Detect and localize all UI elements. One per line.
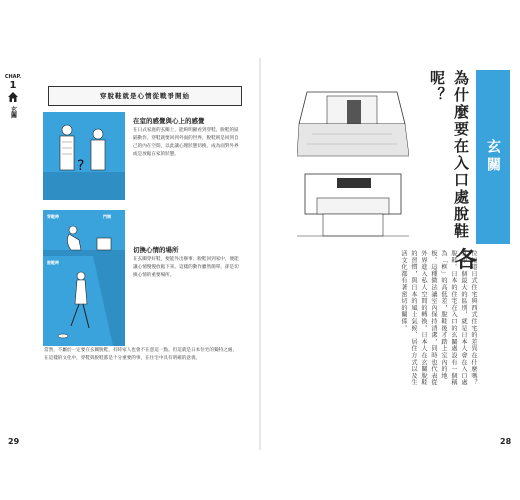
page-number-left: 29: [8, 437, 20, 446]
section1-body: 在日式家庭的玄關上，能夠明顯看到穿鞋、脫鞋的區隔動作。穿鞋就要回到外面的世界，脫鞋則是回到自己的內在空間，以此讓心理狀態切換，成為面對外界或是放鬆在家的狀態。: [133, 128, 239, 157]
section2-body: 在玄關穿好鞋，便能外出辦事；脫鞋回到家中，便能讓心情慢慢放鬆下來。這樣的動作雖然簡單，卻是切換心情的重要場所。: [133, 257, 239, 278]
drop-cap: 各: [455, 248, 478, 273]
chapter-marker: [4, 74, 22, 118]
bottom-note: 當然，不屬於一定要在玄關脫鞋，有時家人也會不在意這一點。但這就是日本住宅的獨特之處，在這樣的文化中，穿鞋與脫鞋都是十分重要的事，在住宅中具有明確的意義。: [44, 348, 237, 361]
tag-wear: 穿鞋時: [47, 214, 59, 219]
chapter-label: CHAP.: [4, 74, 22, 80]
page-gutter: [259, 58, 261, 450]
chapter-tab: 玄關: [476, 70, 510, 244]
chapter-number: 1: [9, 80, 17, 91]
chapter-title: 玄關: [9, 106, 17, 118]
section1-title: 在室的感覺與心上的感覺: [133, 117, 205, 125]
tag-door1: 門開: [103, 214, 111, 219]
page-number-right: 28: [500, 437, 512, 446]
entrance-sketch-1: [297, 84, 409, 158]
entrance-sketch-2: [297, 168, 409, 242]
body-text: 位知道日式住宅與西式住宅的差異在什麼嗎？其中一個最大的區別，就是日本人會在入口處脫鞋。日本的住宅在入口的玄關處設有一個稱為「框」的高低差，脫鞋後才踏上室內的地板。這種做法讓室內保持清潔，同時也代表從外界進入私人空間的轉換。日本人在玄關脫鞋的習慣，與日本的風土氣候、居住方式以及生活文化都有著密切的關係。: [400, 250, 477, 386]
tag-remove: 脫鞋時: [47, 260, 59, 265]
section-banner: 穿脫鞋就是心情從戰爭開始: [48, 86, 242, 106]
illustration-removing-shoes: [43, 256, 125, 346]
page-title: 為什麼要在入口處脫鞋呢？: [428, 70, 470, 240]
svg-text:?: ?: [77, 158, 85, 174]
section2-title: 切換心情的場所: [133, 246, 179, 254]
left-page: [0, 58, 258, 450]
illustration-couple: [43, 112, 125, 200]
house-icon: [8, 92, 18, 102]
